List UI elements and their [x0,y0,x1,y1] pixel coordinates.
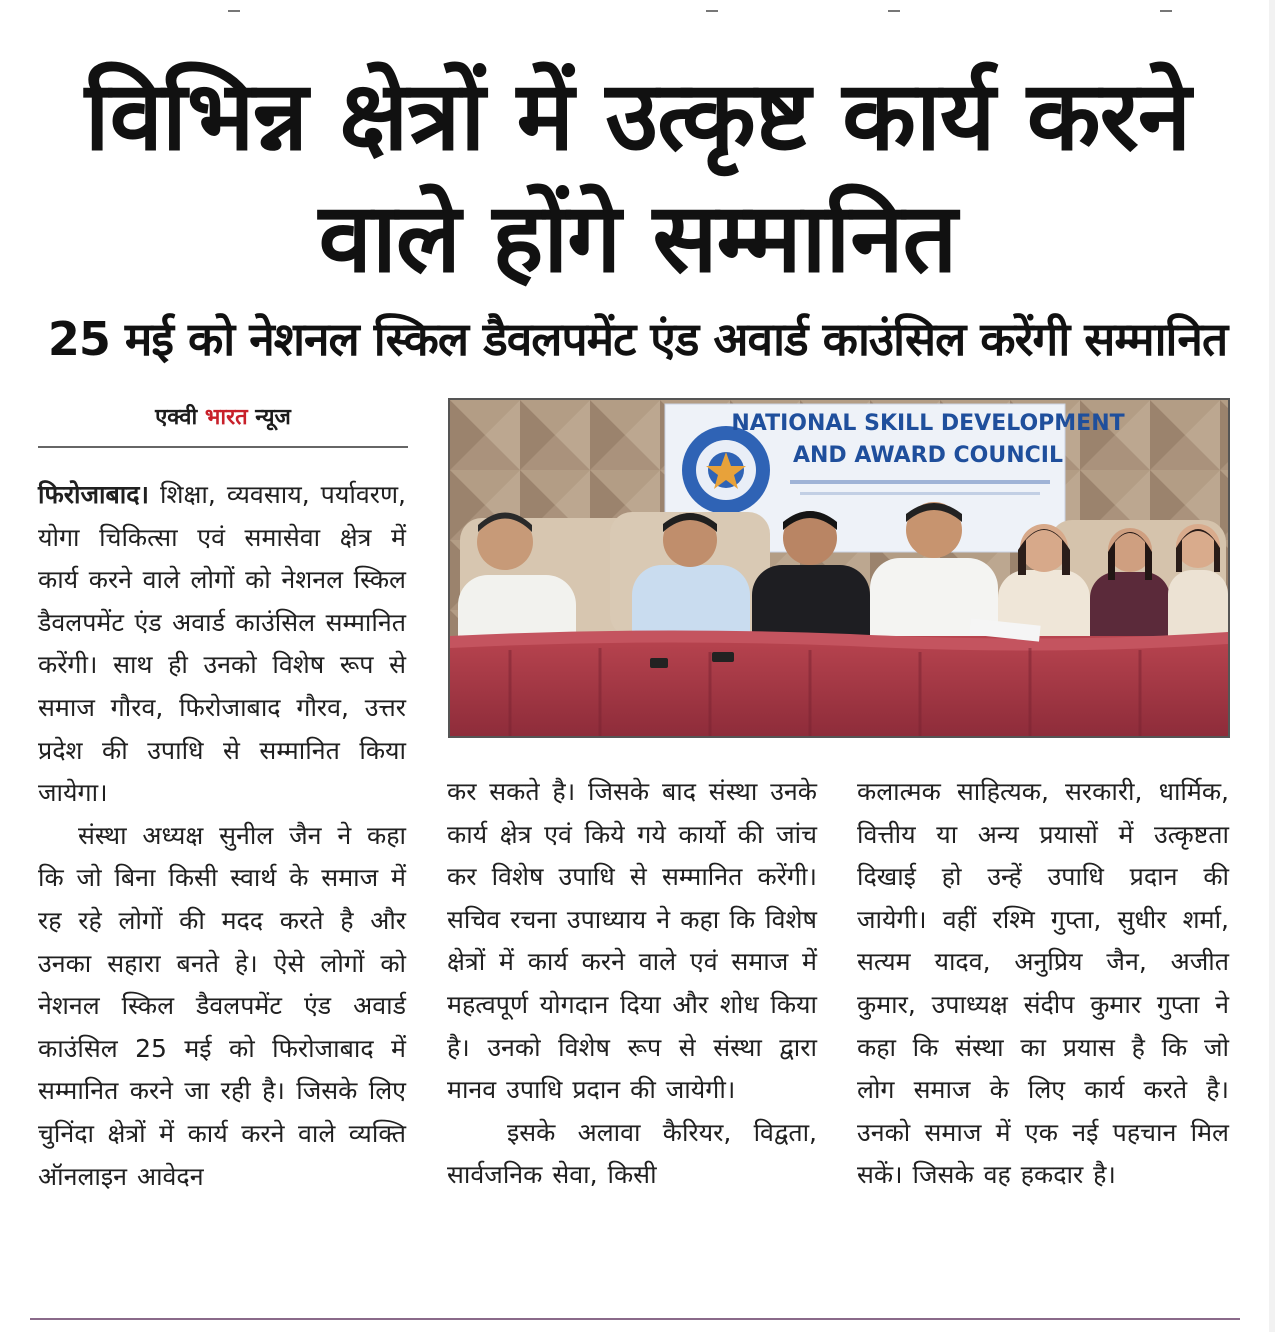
byline-accent: भारत [204,405,248,430]
article-column-1 [38,474,406,1198]
article-column-3 [857,771,1229,1197]
headline: विभिन्न क्षेत्रों में उत्कृष्ट कार्य करने वाले होंगे सम्मानित [84,60,1191,294]
article-paragraph: इसके अलावा कैरियर, विद्वता, सार्वजनिक सेवा, किसी [447,1117,817,1190]
article-paragraph: संस्था अध्यक्ष सुनील जैन ने कहा कि जो बिना किसी स्वार्थ के समाज में रह रहे लोगों की मदद करते है और उनका सहारा बनते हे। ऐसे लोगों को नेशनल स्किल डैवलपमेंट एंड अवार्ड काउंसिल 25 मई को फिरोजाबाद में सम्मानित करने जा रही है। जिसके लिए चुनिंदा क्षेत्रों में कार्य करने वाले व्यक्ति ऑनलाइन आवेदन [38,820,406,1191]
news-photo [448,398,1230,738]
subheadline: 25 मई को नेशनल स्किल डैवलपमेंट एंड अवार्ड काउंसिल करेंगी सम्मानित [47,312,1228,366]
article-paragraph [38,474,406,815]
byline [38,398,408,438]
dateline: फिरोजाबाद। [38,480,149,509]
article-paragraph: कलात्मक साहित्यक, सरकारी, धार्मिक, वित्तीय या अन्य प्रयासों में उत्कृष्टता दिखाई हो उन्हें उपाधि प्रदान की जायेगी। वहीं रश्मि गुप्ता, सुधीर शर्मा, सत्यम यादव, अनुप्रिय जैन, अजीत कुमार, उपाध्यक्ष संदीप कुमार गुप्ता ने कहा कि संस्था का प्रयास है कि जो लोग समाज के लिए कार्य करते है। उनको समाज में एक नई पहचान मिल सकें। जिसके वह हकदार है। [857,777,1229,1190]
article-column-2 [447,771,817,1197]
byline-part2: न्यूज [255,405,291,430]
article-paragraph: कर सकते है। जिसके बाद संस्था उनके कार्य क्षेत्र एवं किये गये कार्यो की जांच कर विशेष उपाधि से सम्मानित करेंगी। सचिव रचना उपाध्याय ने कहा कि विशेष क्षेत्रों में कार्य करने वाले एवं समाज में महत्वपूर्ण योगदान दिया और शोध किया है। उनको विशेष रूप से संस्था द्वारा मानव उपाधि प्रदान की जायेगी। [447,777,817,1105]
press-conference-photo [450,400,1228,736]
byline-divider [38,446,408,448]
byline-part1: एक्वी [155,405,198,430]
cropped-top-edge [0,0,1275,12]
table-cloth [450,636,1228,736]
bottom-divider [30,1318,1240,1320]
banner-title-line1: NATIONAL SKILL DEVELOPMENT [731,411,1125,436]
banner-title-line2: AND AWARD COUNCIL [792,443,1064,468]
paragraph-text: शिक्षा, व्यवसाय, पर्यावरण, योगा चिकित्सा एवं समासेवा क्षेत्र में कार्य करने वाले लोगों को नेशनल स्किल डैवलपमेंट एंड अवार्ड काउंसिल सम्मानित करेंगी। साथ ही उनको विशेष रूप से समाज गौरव, फिरोजाबाद गौरव, उत्तर प्रदेश की उपाधि से सम्मानित किया जायेगा। [38,480,406,808]
page-edge [1269,0,1275,1332]
